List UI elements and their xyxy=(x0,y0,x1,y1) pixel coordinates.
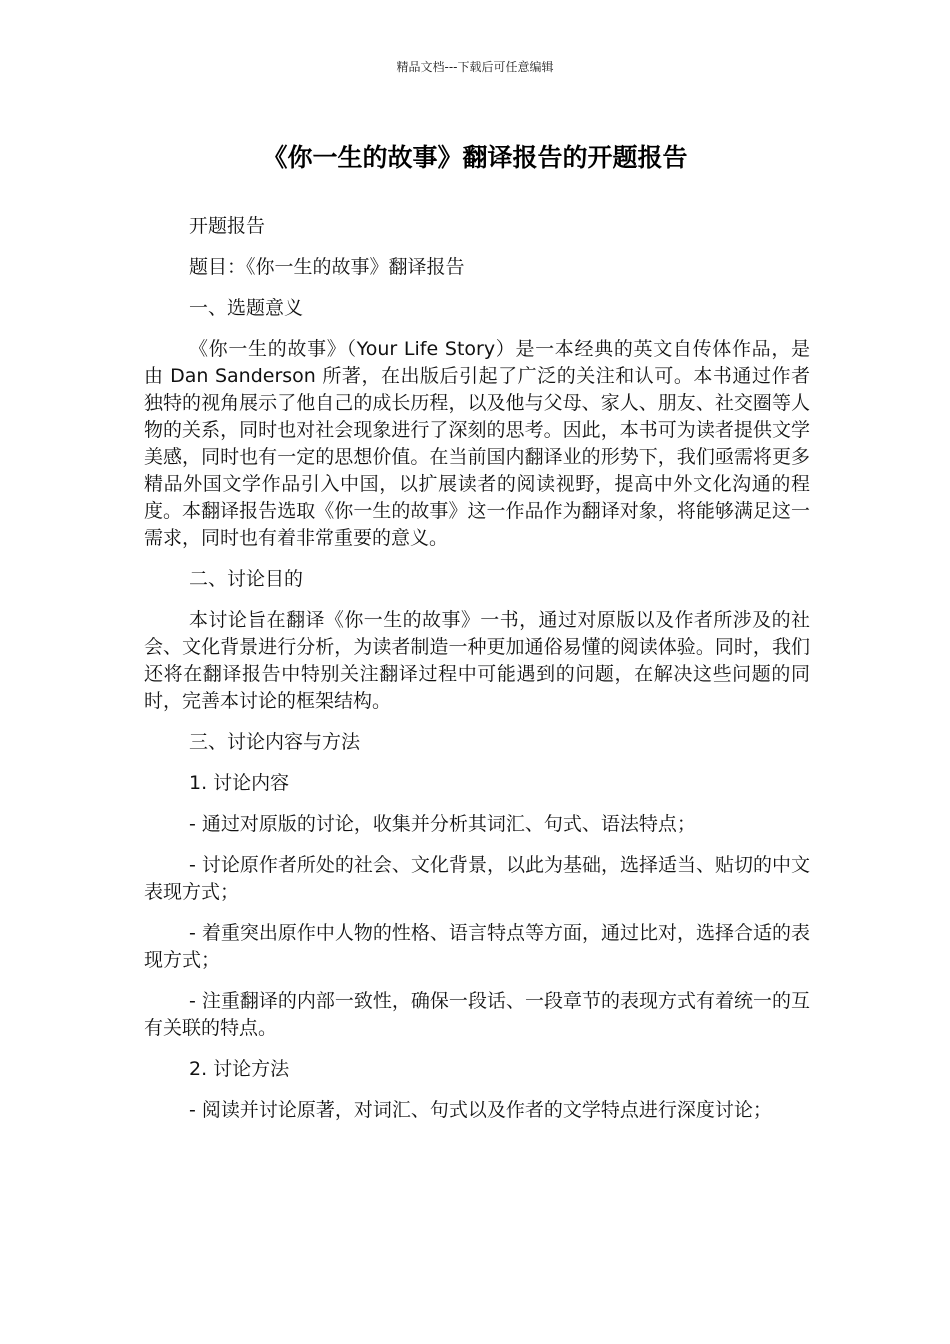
subheading-method: 2. 讨论方法 xyxy=(189,1058,290,1080)
list-item-content-1: - 通过对原版的讨论，收集并分析其词汇、句式、语法特点； xyxy=(189,813,696,835)
list-item-content-3: - 着重突出原作中人物的性格、语言特点等方面，通过比对，选择合适的表现方式； xyxy=(144,922,810,971)
document-body xyxy=(144,213,810,1138)
document-title: 《你一生的故事》翻译报告的开题报告 xyxy=(262,143,688,172)
list-item-content-2: - 讨论原作者所处的社会、文化背景，以此为基础，选择适当、贴切的中文表现方式； xyxy=(144,854,810,903)
paragraph-purpose: 本讨论旨在翻译《你一生的故事》一书，通过对原版以及作者所涉及的社会、文化背景进行分析，为读者制造一种更加通俗易懂的阅读体验。同时，我们还将在翻译报告中特别关注翻译过程中可能遇到的问题，在解决这些问题的同时，完善本讨论的框架结构。 xyxy=(144,609,810,712)
list-item-method-1: - 阅读并讨论原著，对词汇、句式以及作者的文学特点进行深度讨论； xyxy=(189,1099,772,1121)
section-heading-significance: 一、选题意义 xyxy=(189,297,304,319)
subheading-content: 1. 讨论内容 xyxy=(189,772,290,794)
header-note: 精品文档---下载后可任意编辑 xyxy=(396,60,554,74)
section-heading-content-method: 三、讨论内容与方法 xyxy=(189,731,361,753)
section-heading-purpose: 二、讨论目的 xyxy=(189,568,304,590)
list-item-content-4: - 注重翻译的内部一致性，确保一段话、一段章节的表现方式有着统一的互有关联的特点。 xyxy=(144,990,810,1039)
paragraph-topic: 题目：《你一生的故事》翻译报告 xyxy=(189,256,465,278)
paragraph-report-label: 开题报告 xyxy=(189,215,266,237)
paragraph-significance: 《你一生的故事》（Your Life Story）是一本经典的英文自传体作品，是由 Dan Sanderson 所著，在出版后引起了广泛的关注和认可。本书通过作者独特的视角展示了他自己的成长历程，以及他与父母、家人、朋友、社交圈等人物的关系，同时也对社会现象进行了深刻的思考。因此，本书可为读者提供文学美感，同时也有一定的思想价值。在当前国内翻译业的形势下，我们亟需将更多精品外国文学作品引入中国，以扩展读者的阅读视野，提高中外文化沟通的程度。本翻译报告选取《你一生的故事》这一作品作为翻译对象，将能够满足这一需求，同时也有着非常重要的意义。 xyxy=(144,338,810,549)
